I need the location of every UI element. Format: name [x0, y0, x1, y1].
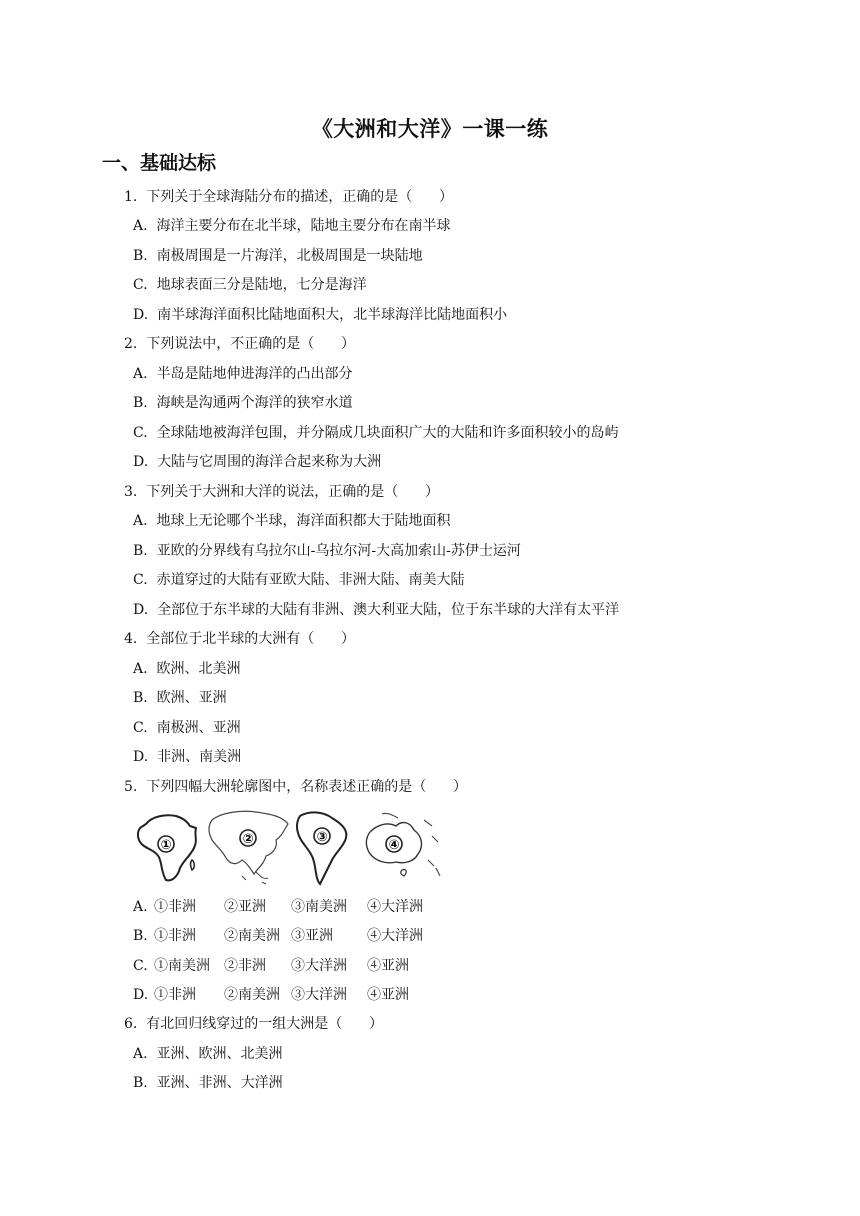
option-cell-1: ①非洲 [154, 928, 196, 944]
continent-outline-maps [132, 806, 448, 888]
question-4-option-c: C. 南极洲、亚洲 [133, 720, 241, 736]
option-cell-3: ③大洋洲 [291, 958, 347, 974]
option-cell-2: ②南美洲 [224, 928, 280, 944]
question-3-option-d: D. 全部位于东半球的大陆有非洲、澳大利亚大陆，位于东半球的大洋有太平洋 [133, 602, 620, 618]
question-1-stem: 1. 下列关于全球海陆分布的描述，正确的是（ ） [124, 189, 453, 205]
question-6-stem: 6. 有北回归线穿过的一组大洲是（ ） [124, 1016, 383, 1032]
question-3-option-b: B. 亚欧的分界线有乌拉尔山-乌拉尔河-大高加索山-苏伊士运河 [133, 543, 521, 559]
option-cell-1: ①非洲 [154, 987, 196, 1003]
map-1-label: ① [160, 838, 172, 853]
question-1-option-b: B. 南极周围是一片海洋，北极周围是一块陆地 [133, 248, 423, 264]
option-cell-3: ③南美洲 [291, 899, 347, 915]
question-2-option-b: B. 海峡是沟通两个海洋的狭窄水道 [133, 395, 353, 411]
question-1-option-c: C. 地球表面三分是陆地，七分是海洋 [133, 277, 367, 293]
option-letter: C. [133, 958, 148, 974]
option-cell-2: ②非洲 [224, 958, 266, 974]
question-4-option-d: D. 非洲、南美洲 [133, 749, 242, 765]
option-cell-4: ④亚洲 [367, 958, 409, 974]
question-6-option-a: A. 亚洲、欧洲、北美洲 [133, 1046, 283, 1062]
map-4-label: ④ [388, 838, 400, 853]
question-1-option-d: D. 南半球海洋面积比陆地面积大，北半球海洋比陆地面积小 [133, 307, 508, 323]
question-6-option-b: B. 亚洲、非洲、大洋洲 [133, 1075, 283, 1091]
option-cell-3: ③大洋洲 [291, 987, 347, 1003]
question-3-option-a: A. 地球上无论哪个半球，海洋面积都大于陆地面积 [133, 513, 451, 529]
question-3-stem: 3. 下列关于大洲和大洋的说法，正确的是（ ） [124, 484, 439, 500]
option-cell-1: ①南美洲 [154, 958, 210, 974]
question-2-stem: 2. 下列说法中，不正确的是（ ） [124, 336, 355, 352]
page-title: 《大洲和大洋》一课一练 [311, 117, 549, 141]
section-heading: 一、基础达标 [102, 152, 217, 174]
question-1-option-a: A. 海洋主要分布在北半球，陆地主要分布在南半球 [133, 218, 451, 234]
question-4-option-b: B. 欧洲、亚洲 [133, 690, 227, 706]
question-4-stem: 4. 全部位于北半球的大洲有（ ） [124, 631, 355, 647]
option-cell-1: ①非洲 [154, 899, 196, 915]
option-cell-4: ④大洋洲 [367, 899, 423, 915]
map-4-oceania-outline [366, 813, 440, 876]
option-cell-4: ④大洋洲 [367, 928, 423, 944]
map-3-south-america-outline [297, 812, 346, 884]
map-1-africa-outline [138, 815, 196, 880]
map-2-asia-outline [209, 811, 288, 884]
option-cell-3: ③亚洲 [291, 928, 333, 944]
question-3-option-c: C. 赤道穿过的大陆有亚欧大陆、非洲大陆、南美大陆 [133, 572, 465, 588]
map-2-label: ② [242, 832, 254, 847]
option-cell-4: ④亚洲 [367, 987, 409, 1003]
map-3-label: ③ [316, 830, 328, 845]
option-cell-2: ②亚洲 [224, 899, 266, 915]
option-cell-2: ②南美洲 [224, 987, 280, 1003]
option-letter: A. [133, 899, 148, 915]
question-5-stem: 5. 下列四幅大洲轮廓图中，名称表述正确的是（ ） [124, 779, 467, 795]
question-2-option-c: C. 全球陆地被海洋包围，并分隔成几块面积广大的大陆和许多面积较小的岛屿 [133, 425, 619, 441]
option-letter: D. [133, 987, 149, 1003]
question-2-option-a: A. 半岛是陆地伸进海洋的凸出部分 [133, 366, 353, 382]
option-letter: B. [133, 928, 148, 944]
question-2-option-d: D. 大陆与它周围的海洋合起来称为大洲 [133, 454, 382, 470]
question-4-option-a: A. 欧洲、北美洲 [133, 661, 241, 677]
